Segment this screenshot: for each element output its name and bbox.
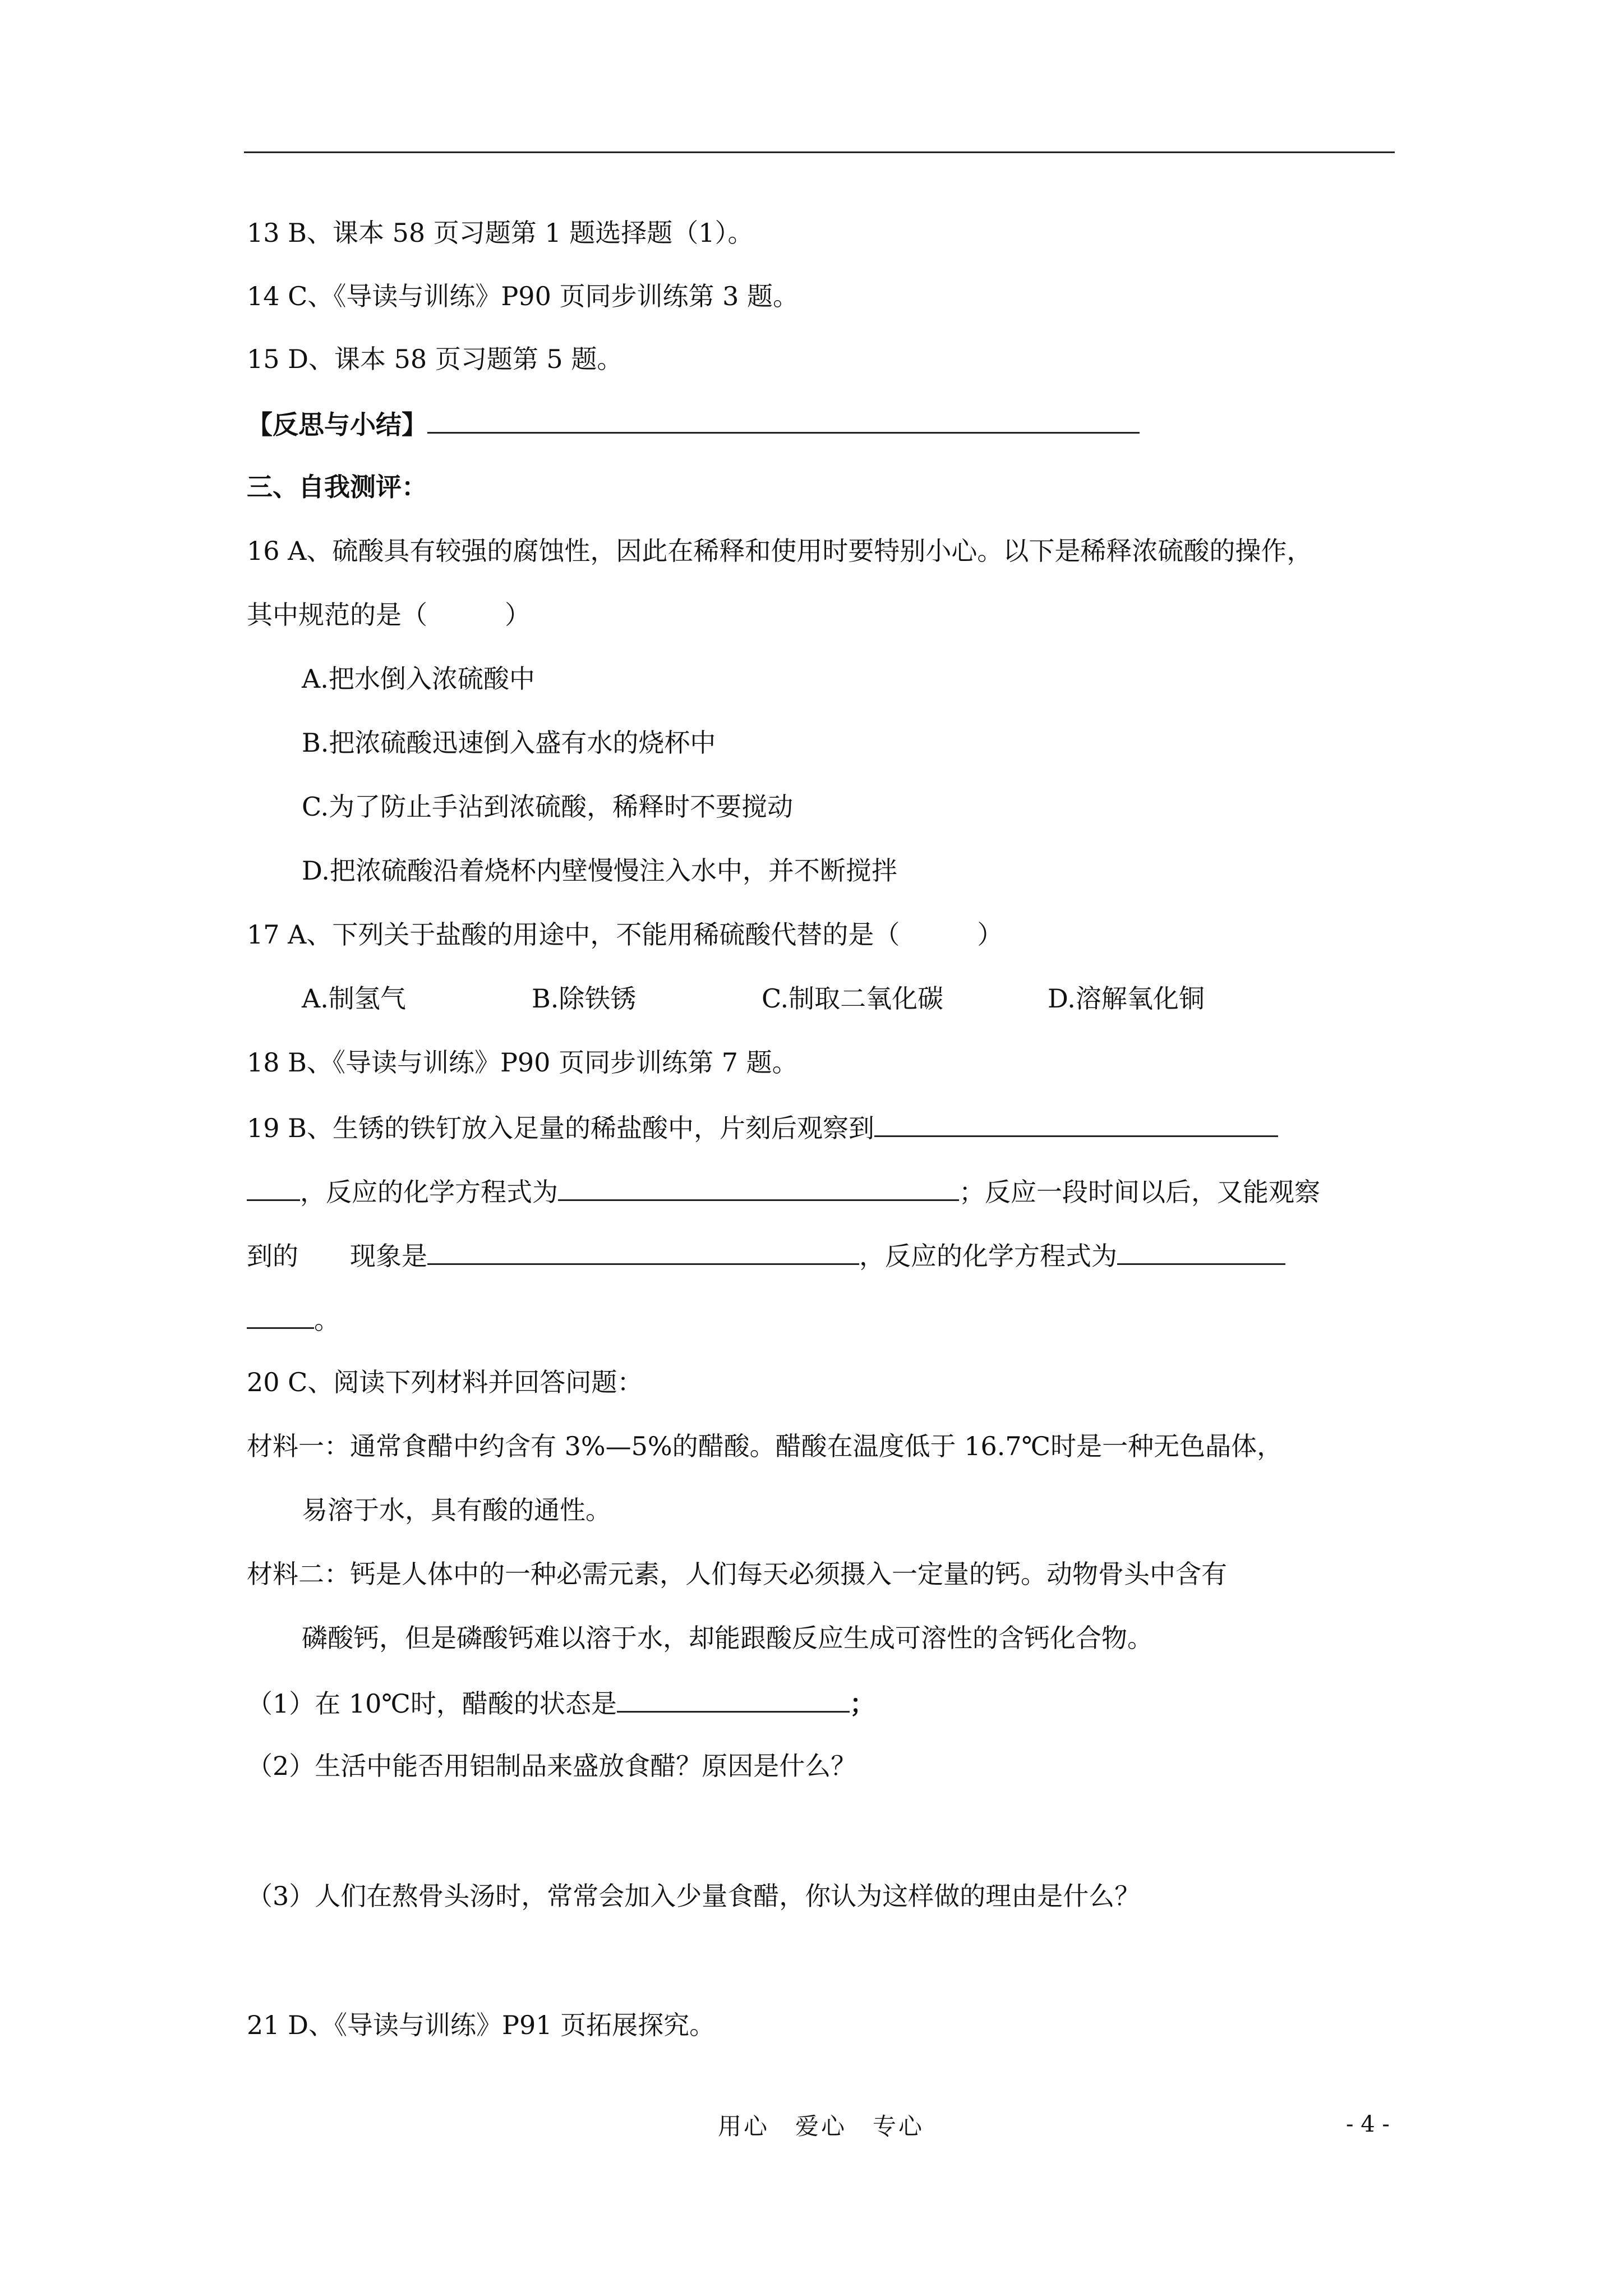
section-3-heading: 三、自我测评： [247,472,427,502]
answer-blank-equation-2[interactable] [1117,1237,1285,1265]
answer-blank-equation-1[interactable] [558,1174,959,1201]
question-17-option-a: A.制氢气 [302,983,406,1014]
answer-blank-observation-cont[interactable] [247,1174,300,1201]
question-16-option-a: A.把水倒入浓硫酸中 [302,664,535,694]
question-17-options [302,982,1205,1015]
question-19-text-4: 到的 现象是 [247,1241,427,1271]
question-19-text-1: 19 B、生锈的铁钉放入足量的稀盐酸中，片刻后观察到 [247,1113,874,1143]
material-2-line1: 材料二：钙是人体中的一种必需元素，人们每天必须摄入一定量的钙。动物骨头中含有 [247,1559,1227,1589]
material-1-line1: 材料一：通常食醋中约含有 3%—5%的醋酸。醋酸在温度低于 16.7℃时是一种无色晶体， [247,1431,1283,1461]
answer-blank-observation[interactable] [874,1110,1278,1137]
question-16-line2: 其中规范的是（ ） [247,600,531,630]
question-17-option-c: C.制取二氧化碳 [762,983,944,1014]
reflection-blank[interactable] [427,406,1140,434]
question-19-text-3: ；反应一段时间以后，又能观察 [959,1177,1320,1207]
page-number: - 4 - [1346,2111,1390,2137]
question-19-text-6: 。 [314,1305,340,1335]
question-20: 20 C、阅读下列材料并回答问题： [247,1367,643,1397]
reflection-row [247,406,1140,441]
question-16-option-c: C.为了防止手沾到浓硫酸，稀释时不要搅动 [302,792,794,822]
question-17-option-b: B.除铁锈 [532,983,637,1014]
question-18: 18 B、《导读与训练》P90 页同步训练第 7 题。 [247,1047,798,1078]
question-15: 15 D、课本 58 页习题第 5 题。 [247,344,623,374]
question-19-line1 [247,1110,1278,1145]
question-16-line1: 16 A、硫酸具有较强的腐蚀性，因此在稀释和使用时要特别小心。以下是稀释浓硫酸的操作， [247,536,1313,566]
material-1-line2: 易溶于水，具有酸的通性。 [302,1495,611,1525]
footer-motto: 用心 爱心 专心 [718,2113,925,2140]
question-16-option-d: D.把浓硫酸沿着烧杯内壁慢慢注入水中，并不断搅拌 [302,855,897,886]
question-17-option-d: D.溶解氧化铜 [1048,983,1205,1014]
question-19-line2 [247,1174,1320,1209]
answer-blank-state[interactable] [617,1685,850,1713]
answer-blank-phenomenon[interactable] [427,1237,859,1265]
question-13: 13 B、课本 58 页习题第 1 题选择题（1）。 [247,218,754,248]
subquestion-3: （3）人们在熬骨头汤时，常常会加入少量食醋，你认为这样做的理由是什么？ [247,1881,1141,1911]
material-2-line2: 磷酸钙，但是磷酸钙难以溶于水，却能跟酸反应生成可溶性的含钙化合物。 [302,1623,1153,1653]
subquestion-2: （2）生活中能否用铝制品来盛放食醋？原因是什么？ [247,1751,857,1781]
subquestion-1-text: （1）在 10℃时，醋酸的状态是 [247,1688,617,1719]
question-19-text-5: ，反应的化学方程式为 [859,1241,1117,1271]
header-rule [244,151,1395,153]
subquestion-1-end: ； [849,1688,875,1719]
question-17: 17 A、下列关于盐酸的用途中，不能用稀硫酸代替的是（ ） [247,919,1003,950]
question-19-line4 [247,1301,340,1337]
question-16-option-b: B.把浓硫酸迅速倒入盛有水的烧杯中 [302,728,716,758]
subquestion-1 [247,1685,875,1720]
question-19-line3 [247,1237,1285,1273]
question-19-text-2: ，反应的化学方程式为 [300,1177,558,1207]
question-21: 21 D、《导读与训练》P91 页拓展探究。 [247,2010,716,2040]
reflection-label: 【反思与小结】 [247,409,427,440]
question-14: 14 C、《导读与训练》P90 页同步训练第 3 题。 [247,281,799,311]
answer-blank-equation-2-cont[interactable] [247,1301,314,1329]
